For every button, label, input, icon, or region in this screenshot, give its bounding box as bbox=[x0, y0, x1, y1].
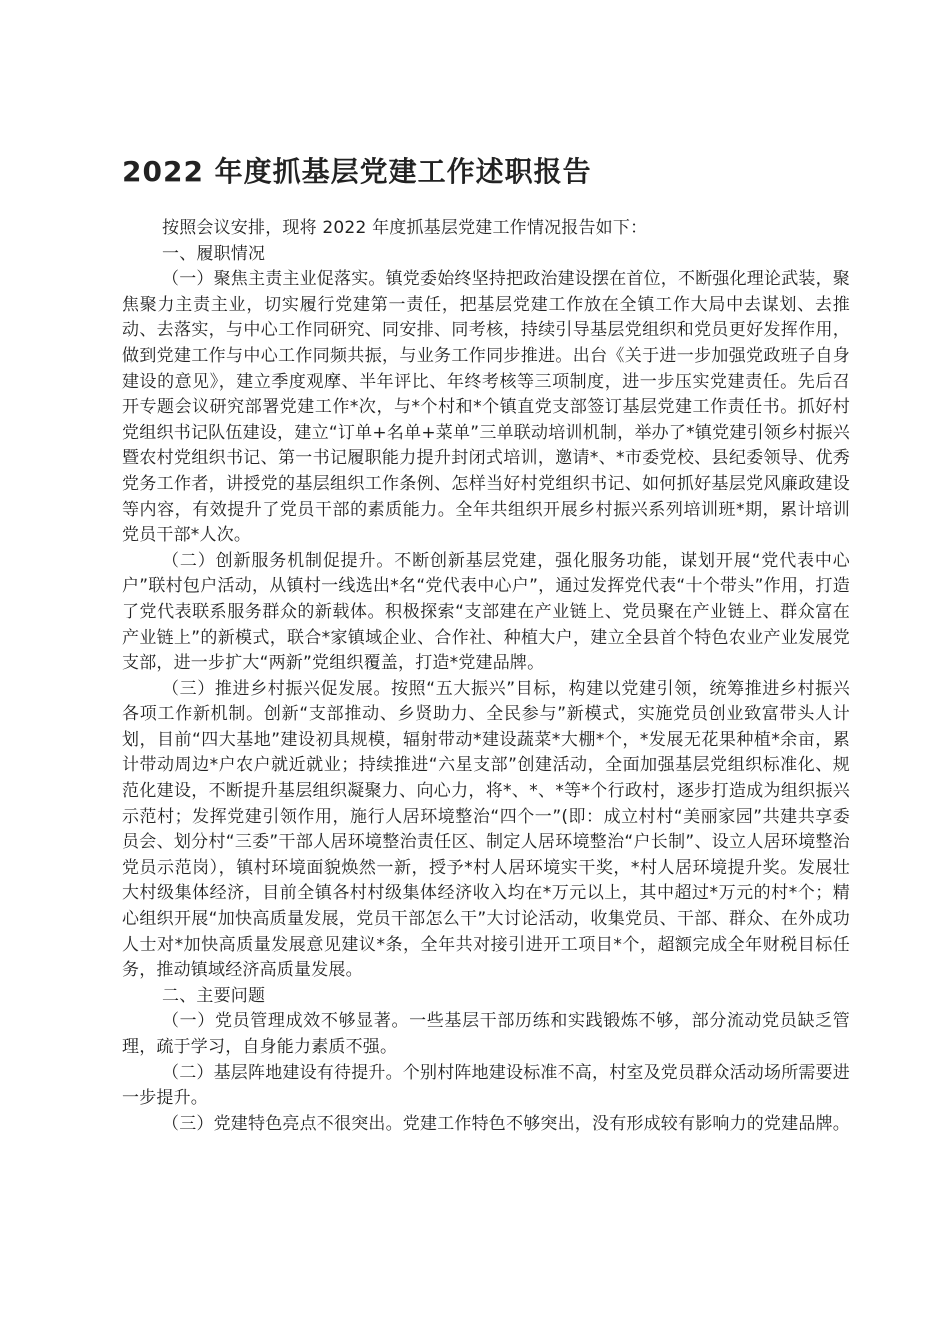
paragraph-brand-highlights: （三）党建特色亮点不很突出。党建工作特色不够突出，没有形成较有影响力的党建品牌。 bbox=[162, 1113, 850, 1134]
section-heading-performance: 一、履职情况 bbox=[162, 243, 266, 264]
paragraph-position-construction: （二）基层阵地建设有待提升。个别村阵地建设标准不高，村室及党员群众活动场所需要进一步提升。 bbox=[122, 1062, 850, 1109]
document-title: 2022 年度抓基层党建工作述职报告 bbox=[122, 155, 592, 188]
paragraph-rural-revitalization: （三）推进乡村振兴促发展。按照“五大振兴”目标，构建以党建引领，统筹推进乡村振兴各项工作新机制。创新“支部推动、乡贤助力、全民参与”新模式，实施党员创业致富带头人计划，目前“四大基地”建设初具规模，辐射带动*建设蔬菜*大棚*个，*发展无花果种植*余亩，累计带动周边*户农户就近就业；持续推进“六星支部”创建活动，全面加强基层党组织标准化、规范化建设，不断提升基层组织凝聚力、向心力，将*、*、*等*个行政村，逐步打造成为组织振兴示范村；发挥党建引领作用，施行人居环境整治“四个一”(即：成立村村“美丽家园”共建共享委员会、划分村“三委”干部人居环境整治责任区、制定人居环境整治“户长制”、设立人居环境整治党员示范岗），镇村环境面貌焕然一新，授予*村人居环境实干奖，*村人居环境提升奖。发展壮大村级集体经济，目前全镇各村村级集体经济收入均在*万元以上，其中超过*万元的村*个；精心组织开展“加快高质量发展，党员干部怎么干”大讨论活动，收集党员、干部、群众、在外成功人士对*加快高质量发展意见建议*条，全年共对接引进开工项目*个，超额完成全年财税目标任务，推动镇域经济高质量发展。 bbox=[122, 678, 850, 981]
paragraph-member-management: （一）党员管理成效不够显著。一些基层干部历练和实践锻炼不够，部分流动党员缺乏管理，疏于学习，自身能力素质不强。 bbox=[122, 1011, 850, 1057]
paragraph-service-mechanism: （二）创新服务机制促提升。不断创新基层党建，强化服务功能，谋划开展“党代表中心户”联村包户活动，从镇村一线选出*名“党代表中心户”，通过发挥党代表“十个带头”作用，打造了党代表联系服务群众的新载体。积极探索“支部建在产业链上、党员聚在产业链上、群众富在产业链上”的新模式，联合*家镇域企业、合作社、种植大户，建立全县首个特色农业产业发展党支部，进一步扩大“两新”党组织覆盖，打造*党建品牌。 bbox=[122, 550, 850, 674]
document-page bbox=[122, 150, 850, 1137]
section-heading-problems: 二、主要问题 bbox=[162, 985, 266, 1006]
intro-paragraph: 按照会议安排，现将 2022 年度抓基层党建工作情况报告如下： bbox=[162, 218, 648, 238]
paragraph-main-responsibility: （一）聚焦主责主业促落实。镇党委始终坚持把政治建设摆在首位，不断强化理论武装，聚焦聚力主责主业，切实履行党建第一责任，把基层党建工作放在全镇工作大局中去谋划、去推动、去落实，与中心工作同研究、同安排、同考核，持续引导基层党组织和党员更好发挥作用，做到党建工作与中心工作同频共振，与业务工作同步推进。出台《关于进一步加强党政班子自身建设的意见》，建立季度观摩、半年评比、年终考核等三项制度，进一步压实党建责任。先后召开专题会议研究部署党建工作*次，与*个村和*个镇直党支部签订基层党建工作责任书。抓好村党组织书记队伍建设，建立“订单+名单+菜单”三单联动培训机制，举办了*镇党建引领乡村振兴暨农村党组织书记、第一书记履职能力提升封闭式培训，邀请*、*市委党校、县纪委领导、优秀党务工作者，讲授党的基层组织工作条例、怎样当好村党组织书记、如何抓好基层党风廉政建设等内容，有效提升了党员干部的素质能力。全年共组织开展乡村振兴系列培训班*期，累计培训党员干部*人次。 bbox=[122, 269, 850, 546]
